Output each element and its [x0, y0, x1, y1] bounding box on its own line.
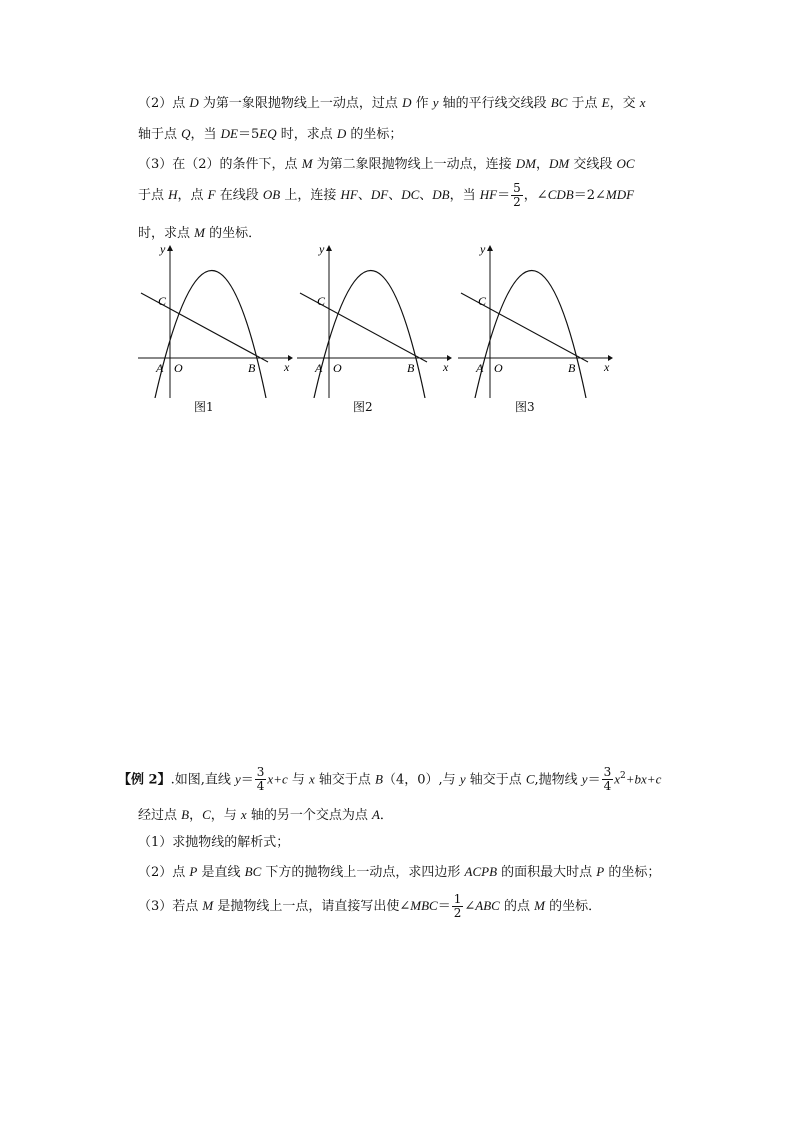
text: ＝ [437, 899, 451, 914]
ex2-q1: （1）求抛物线的解析式； [138, 835, 290, 850]
parabola [314, 271, 425, 399]
text: 交线段 [569, 157, 617, 172]
label-o: O [174, 361, 183, 375]
text: 的坐标； [604, 865, 661, 880]
var: x [309, 771, 315, 787]
parabola [155, 271, 266, 399]
var: DF [370, 187, 389, 202]
label-y: y [480, 243, 486, 256]
var: M [534, 898, 545, 913]
text: .如图,直线 [170, 772, 235, 788]
label-x: x [443, 360, 449, 374]
var: MBC [410, 898, 438, 913]
y-axis-arrow [487, 245, 493, 251]
var: P [596, 864, 605, 879]
text: 于点 [567, 96, 602, 111]
text: ＝5 [238, 127, 260, 142]
figure-2-caption: 图2 [353, 400, 373, 414]
text: 的点 [499, 899, 535, 914]
text: （2）点 [138, 865, 190, 880]
var: H [168, 187, 178, 202]
var: DE [220, 126, 239, 141]
text: 的坐标． [204, 226, 262, 241]
text: 于点 [138, 188, 169, 203]
text: ， [536, 157, 550, 172]
text: 为第一象限抛物线上一动点，过点 [198, 96, 403, 111]
var: Q [181, 126, 191, 141]
figure-2 [297, 243, 452, 402]
parabola [475, 271, 586, 399]
text: 、 [419, 188, 433, 203]
text: ，当 [190, 127, 221, 142]
text: ∠ [464, 899, 476, 914]
label-a: A [315, 361, 323, 375]
denominator: 4 [256, 779, 265, 794]
figure-1 [138, 243, 293, 402]
label-o: O [494, 361, 503, 375]
q2-line-1 [138, 93, 646, 114]
var: E [601, 95, 610, 110]
label-a: A [156, 361, 164, 375]
numerator: 5 [513, 181, 521, 195]
var: D [336, 126, 347, 141]
text: 的坐标． [544, 899, 602, 914]
text: 上，连接 [280, 188, 341, 203]
text: （2）点 [138, 96, 190, 111]
text: ，与 [210, 808, 241, 823]
var: DM [549, 156, 570, 171]
text: ＝ [587, 772, 601, 788]
text: ＝2∠ [573, 188, 606, 203]
text: （4，0）,与 [383, 772, 460, 788]
figure-1-caption: 图1 [194, 400, 214, 414]
text: 是抛物线上一点，请直接写出使∠ [213, 899, 411, 914]
text: 轴交于点 [314, 772, 376, 788]
figure-2-graph [297, 243, 452, 398]
label-b: B [568, 361, 576, 375]
var: D [402, 95, 412, 110]
var: D [189, 95, 199, 110]
text: 作 [411, 96, 433, 111]
text: 、 [357, 188, 371, 203]
text: ，点 [177, 188, 208, 203]
text: 与 [287, 772, 309, 788]
fraction-five-halves [511, 182, 523, 209]
superscript: 2 [620, 771, 626, 781]
text: ,抛物线 [534, 772, 582, 788]
q2-line-2 [138, 124, 402, 145]
var: y [459, 771, 466, 787]
var: F [207, 187, 216, 202]
var: A [371, 807, 380, 822]
numerator: 1 [453, 892, 462, 906]
denominator: 2 [453, 906, 462, 920]
var: M [202, 898, 214, 913]
var: HF [340, 187, 358, 202]
ex2-line-2 [138, 805, 393, 826]
ex2-q2 [138, 862, 660, 883]
text: ，∠ [523, 188, 548, 203]
q3-line-2 [138, 182, 634, 209]
ex2-line-1 [118, 762, 661, 794]
denominator: 2 [513, 195, 521, 209]
var: OC [616, 156, 635, 171]
text: ，交 [609, 96, 640, 111]
fraction-three-quarters [255, 766, 267, 793]
var: ACPB [464, 864, 498, 879]
label-o: O [333, 361, 342, 375]
text: 轴交于点 [465, 772, 526, 788]
label-c: C [478, 294, 487, 308]
text: 是直线 [197, 865, 245, 880]
label-c: C [317, 294, 326, 308]
var: OB [262, 187, 281, 202]
text: 的面积最大时点 [497, 865, 597, 880]
text: （3）在（2）的条件下，点 [138, 157, 302, 172]
figure-1-graph [138, 243, 293, 398]
var: MDF [605, 187, 635, 202]
figure-3-graph [458, 243, 613, 398]
var: HF [479, 187, 498, 202]
text: ＝ [497, 188, 511, 203]
text: ＝ [240, 772, 254, 788]
label-c: C [158, 294, 167, 308]
numerator: 3 [256, 765, 265, 780]
var: CDB [547, 187, 574, 202]
y-axis-arrow [167, 245, 173, 251]
text: 经过点 [138, 808, 182, 823]
text: 轴的另一个交点为点 [246, 808, 372, 823]
var: BC [244, 864, 262, 879]
text: ， [189, 808, 203, 823]
var: DB [432, 187, 450, 202]
var: y [581, 771, 588, 787]
label-b: B [407, 361, 415, 375]
label-a: A [476, 361, 484, 375]
text: 时，求点 [276, 127, 337, 142]
example-tag: 【例 2】 [118, 772, 171, 788]
var: +bx+c [625, 771, 662, 787]
text: ． [379, 808, 393, 823]
denominator: 4 [603, 779, 612, 794]
text: 时，求点 [138, 226, 195, 241]
text: 下方的抛物线上一动点，求四边形 [261, 865, 465, 880]
ex2-q3 [138, 892, 601, 921]
var: M [301, 156, 313, 171]
figure-3-caption: 图3 [515, 400, 535, 414]
y-axis-arrow [326, 245, 332, 251]
fraction-three-quarters [602, 766, 614, 793]
var: P [189, 864, 198, 879]
var: B [375, 771, 383, 787]
var: x+c [267, 771, 288, 787]
var: ABC [475, 898, 500, 913]
var: y [234, 771, 241, 787]
var: EQ [259, 126, 277, 141]
var: y [432, 95, 439, 110]
label-y: y [319, 243, 325, 256]
text: 、 [388, 188, 402, 203]
q3-line-3 [138, 223, 261, 244]
label-b: B [248, 361, 256, 375]
var: C [525, 771, 535, 787]
text: 为第二象限抛物线上一动点，连接 [312, 157, 516, 172]
text: ，当 [449, 188, 480, 203]
numerator: 3 [603, 765, 612, 780]
figure-3 [458, 243, 613, 402]
var: DC [401, 187, 420, 202]
text: 的坐标； [346, 127, 403, 142]
label-y: y [160, 243, 166, 256]
var: M [194, 225, 205, 240]
text: 轴的平行线交线段 [438, 96, 551, 111]
text: 轴于点 [138, 127, 182, 142]
q3-line-1 [138, 154, 635, 175]
label-x: x [604, 360, 610, 374]
var: B [181, 807, 190, 822]
label-x: x [284, 360, 290, 374]
var: C [202, 807, 211, 822]
text: 在线段 [215, 188, 263, 203]
text: （3）若点 [138, 899, 203, 914]
fraction-one-half [452, 893, 464, 920]
var: DM [515, 156, 537, 171]
var: x [240, 807, 247, 822]
var: BC [550, 95, 568, 110]
var: x [614, 771, 621, 787]
var: x [639, 95, 646, 110]
